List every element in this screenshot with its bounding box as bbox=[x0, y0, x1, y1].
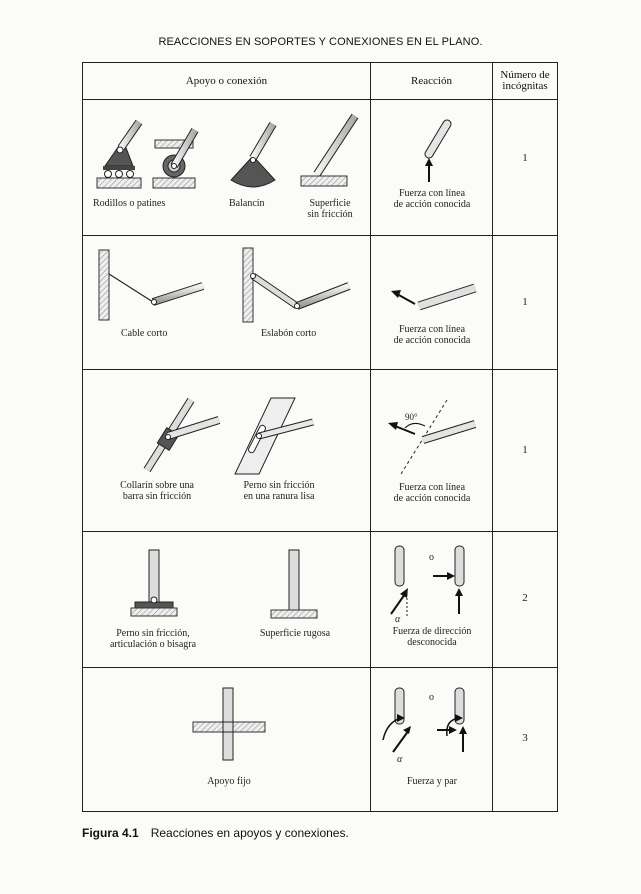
caption-fixed-support: Apoyo fijo bbox=[207, 776, 251, 787]
caption-collar-2: barra sin fricción bbox=[122, 491, 192, 502]
caption-pin-1: Perno sin fricción, bbox=[116, 628, 190, 639]
unknowns-count: 2 bbox=[522, 592, 528, 604]
figure-caption-text: Reacciones en apoyos y conexiones. bbox=[150, 826, 349, 840]
caption-short-link: Eslabón corto bbox=[261, 328, 317, 339]
table-row bbox=[83, 668, 558, 812]
figure-label: Figura 4.1 bbox=[82, 826, 139, 840]
table-row bbox=[83, 100, 558, 236]
caption-rough-surface: Superficie rugosa bbox=[259, 628, 331, 639]
reaction-text-1a: Fuerza con línea bbox=[398, 188, 466, 199]
table-row bbox=[83, 370, 558, 532]
reaction-text-3b: de acción conocida bbox=[393, 493, 471, 504]
unknowns-count: 1 bbox=[522, 152, 528, 164]
figure-caption bbox=[82, 826, 349, 840]
right-angle-label: 90° bbox=[405, 412, 418, 422]
header-unknowns bbox=[493, 63, 558, 100]
unknowns-cell-1 bbox=[493, 100, 558, 236]
reaction-cell-1 bbox=[371, 100, 493, 236]
page-title: REACCIONES EN SOPORTES Y CONEXIONES EN EL PLANO. bbox=[158, 36, 483, 48]
reaction-text-1b: de acción conocida bbox=[393, 199, 471, 210]
cable-link-diagram bbox=[83, 236, 371, 370]
reaction-text-4a: Fuerza de dirección bbox=[392, 626, 472, 637]
caption-slot-1: Perno sin fricción bbox=[243, 480, 315, 491]
reaction-text-3a: Fuerza con línea bbox=[398, 482, 466, 493]
support-cell-cable-link bbox=[83, 236, 371, 370]
caption-collar-1: Collarín sobre una bbox=[120, 480, 194, 491]
support-cell-pin-rough bbox=[83, 532, 371, 668]
caption-rocker: Balancín bbox=[229, 198, 265, 209]
reaction-cell-2 bbox=[371, 236, 493, 370]
header-unknowns-line2: incógnitas bbox=[502, 80, 548, 92]
supports-table bbox=[82, 62, 558, 812]
caption-frictionless-surface-2: sin fricción bbox=[307, 209, 353, 220]
table-row bbox=[83, 532, 558, 668]
reaction-text-2a: Fuerza con línea bbox=[398, 324, 466, 335]
unknowns-count: 1 bbox=[522, 444, 528, 456]
unknowns-cell-5 bbox=[493, 668, 558, 812]
reaction-text-5: Fuerza y par bbox=[407, 776, 457, 787]
caption-slot-2: en una ranura lisa bbox=[243, 491, 315, 502]
caption-rollers: Rodillos o patines bbox=[93, 198, 166, 209]
support-cell-fixed bbox=[83, 668, 371, 812]
header-unknowns-line1: Número de bbox=[500, 69, 550, 81]
or-label-4: o bbox=[429, 552, 434, 563]
force-couple-diagram bbox=[371, 668, 493, 812]
support-cell-rollers bbox=[83, 100, 371, 236]
fixed-support-diagram bbox=[83, 668, 371, 812]
unknowns-cell-4 bbox=[493, 532, 558, 668]
known-line-force-diagram bbox=[371, 100, 493, 236]
reaction-cell-5 bbox=[371, 668, 493, 812]
or-label-5: o bbox=[429, 692, 434, 703]
caption-short-cable: Cable corto bbox=[121, 328, 168, 339]
reaction-cell-3 bbox=[371, 370, 493, 532]
caption-pin-2: articulación o bisagra bbox=[109, 639, 197, 650]
header-row bbox=[83, 63, 558, 100]
link-force-diagram bbox=[371, 236, 493, 370]
caption-frictionless-surface-1: Superficie bbox=[309, 198, 351, 209]
table-row bbox=[83, 236, 558, 370]
header-reaction: Reacción bbox=[371, 63, 493, 100]
header-support: Apoyo o conexión bbox=[83, 63, 371, 100]
reaction-text-4b: desconocida bbox=[407, 637, 457, 648]
reaction-text-2b: de acción conocida bbox=[393, 335, 471, 346]
support-cell-collar-slot bbox=[83, 370, 371, 532]
collar-force-diagram bbox=[371, 370, 493, 532]
unknowns-count: 1 bbox=[522, 296, 528, 308]
alpha-label-5: α bbox=[397, 754, 403, 765]
reaction-cell-4 bbox=[371, 532, 493, 668]
unknowns-cell-3 bbox=[493, 370, 558, 532]
unknowns-count: 3 bbox=[522, 732, 528, 744]
unknowns-cell-2 bbox=[493, 236, 558, 370]
collar-slot-diagram bbox=[83, 370, 371, 532]
alpha-label-4: α bbox=[395, 614, 401, 625]
